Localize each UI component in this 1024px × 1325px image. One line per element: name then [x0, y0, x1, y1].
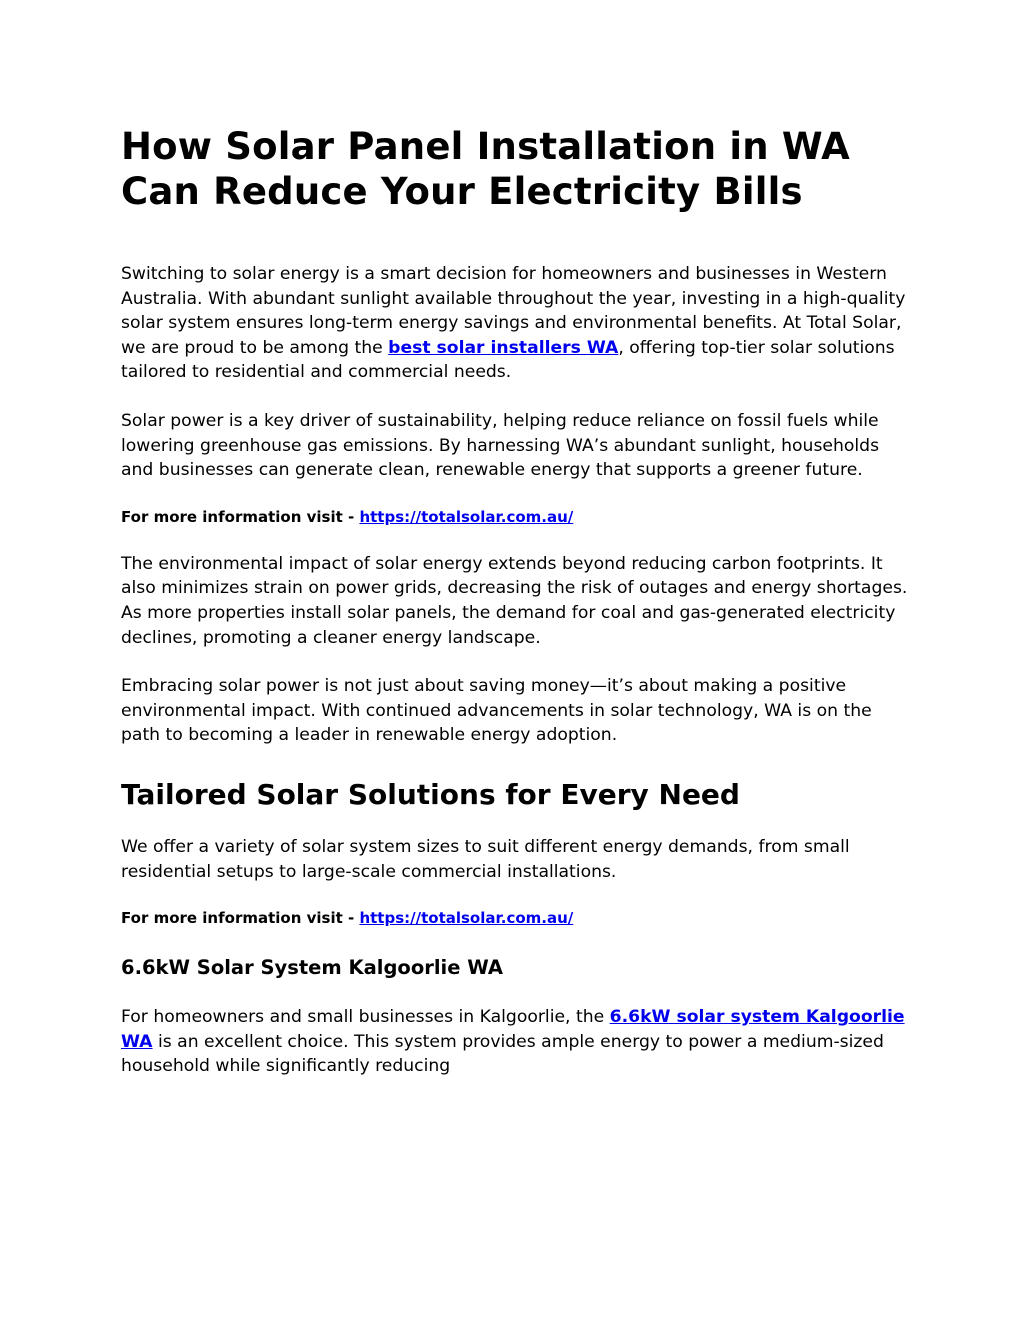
kalgoorlie-text-after-link: is an excellent choice. This system provides ample energy to power a medium-sized household while significantly reducing	[121, 1031, 884, 1077]
kalgoorlie-system-link[interactable]: 6.6kW solar system Kalgoorlie WA	[121, 1007, 905, 1052]
environment-paragraph: The environmental impact of solar energy extends beyond reducing carbon footprints. It also minimizes strain on power grids, decreasing the risk of outages and energy shortages. As more properties install solar panels, the demand for coal and gas-generated electricity declines, promoting a cleaner energy landscape.	[121, 553, 908, 648]
totalsolar-link-2[interactable]: https://totalsolar.com.au/	[359, 909, 574, 928]
info-label-2: For more information visit -	[121, 909, 360, 928]
section-heading: Tailored Solar Solutions for Every Need	[121, 777, 740, 811]
intro-text-before-link: Switching to solar energy is a smart decision for homeowners and businesses in Western Australia. With abundant sunlight available throughout the year, investing in a high-quality solar system ensures long-term energy savings and environmental benefits. At Total Solar, we are proud to be among the	[121, 264, 906, 358]
variety-paragraph: We offer a variety of solar system sizes to suit different energy demands, from small residential setups to large-scale commercial installations.	[121, 836, 850, 882]
kalgoorlie-text-before-link: For homeowners and small businesses in Kalgoorlie, the	[121, 1007, 610, 1028]
sustainability-paragraph: Solar power is a key driver of sustainability, helping reduce reliance on fossil fuels while lowering greenhouse gas emissions. By harnessing WA’s abundant sunlight, households and businesses can generate clean, renewable energy that supports a greener future.	[121, 410, 880, 481]
best-solar-installers-link[interactable]: best solar installers WA	[388, 337, 619, 358]
kalgoorlie-paragraph	[121, 1005, 911, 1079]
totalsolar-link-1[interactable]: https://totalsolar.com.au/	[359, 507, 574, 526]
document-page	[121, 124, 911, 1079]
intro-paragraph	[121, 262, 911, 385]
subheading: 6.6kW Solar System Kalgoorlie WA	[121, 956, 503, 980]
info-line-1	[121, 507, 911, 527]
embracing-paragraph: Embracing solar power is not just about saving money—it’s about making a positive environmental impact. With continued advancements in solar technology, WA is on the path to becoming a leader in renewable energy adoption.	[121, 676, 872, 746]
info-line-2	[121, 908, 911, 928]
intro-text-after-link: , offering top-tier solar solutions tailored to residential and commercial needs.	[121, 337, 895, 383]
info-label-1: For more information visit -	[121, 507, 360, 526]
page-title: How Solar Panel Installation in WA Can Reduce Your Electricity Bills	[121, 125, 851, 213]
